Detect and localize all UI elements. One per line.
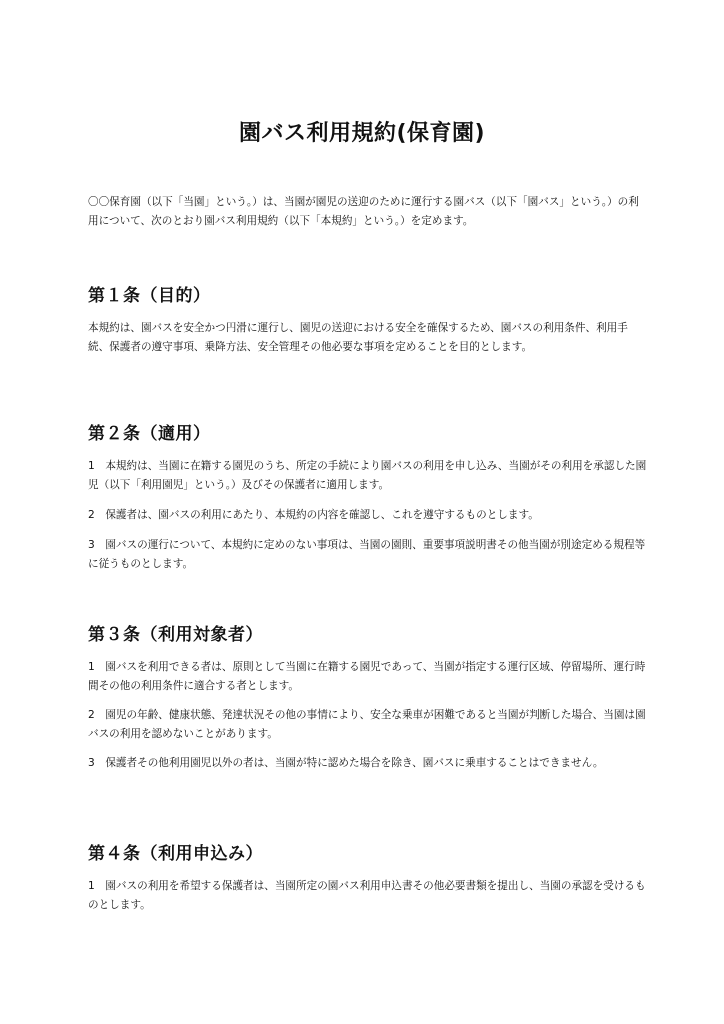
article-1-paragraph-1: 本規約は、園バスを安全かつ円滑に運行し、園児の送迎における安全を確保するため、園バスの利用条件、利用手続、保護者の遵守事項、乗降方法、安全管理その他必要な事項を定めることを目的とします。 bbox=[88, 322, 628, 353]
article-4-paragraph-1: 1 園バスの利用を希望する保護者は、当園所定の園バス利用申込書その他必要書類を提出し、当園の承認を受けるものとします。 bbox=[88, 880, 646, 911]
article-4-heading: 第４条（利用申込み） bbox=[88, 844, 263, 864]
document-title: 園バス利用規約(保育園) bbox=[238, 121, 486, 146]
article-3-paragraph-3: 3 保護者その他利用園児以外の者は、当園が特に認めた場合を除き、園バスに乗車することはできません。 bbox=[88, 757, 604, 769]
article-3-heading: 第３条（利用対象者） bbox=[88, 625, 263, 645]
article-2-paragraph-3: 3 園バスの運行について、本規約に定めのない事項は、当園の園則、重要事項説明書その他当園が別途定める規程等に従うものとします。 bbox=[88, 539, 646, 570]
article-1-heading: 第１条（目的） bbox=[88, 286, 211, 306]
article-2-paragraph-2: 2 保護者は、園バスの利用にあたり、本規約の内容を確認し、これを遵守するものとします。 bbox=[88, 509, 539, 521]
article-2-paragraph-1: 1 本規約は、当園に在籍する園児のうち、所定の手続により園バスの利用を申し込み、当園がその利用を承認した園児（以下「利用園児」という。）及びその保護者に適用します。 bbox=[88, 460, 647, 491]
article-3-paragraph-2: 2 園児の年齢、健康状態、発達状況その他の事情により、安全な乗車が困難であると当園が判断した場合、当園は園バスの利用を認めないことがあります。 bbox=[88, 709, 646, 740]
article-3-paragraph-1: 1 園バスを利用できる者は、原則として当園に在籍する園児であって、当園が指定する運行区域、停留場所、運行時間その他の利用条件に適合する者とします。 bbox=[88, 661, 646, 692]
article-2-heading: 第２条（適用） bbox=[88, 424, 211, 444]
intro-paragraph: 〇〇保育園（以下「当園」という。）は、当園が園児の送迎のために運行する園バス（以下「園バス」という。）の利用について、次のとおり園バス利用規約（以下「本規約」という。）を定めます。 bbox=[88, 196, 639, 227]
